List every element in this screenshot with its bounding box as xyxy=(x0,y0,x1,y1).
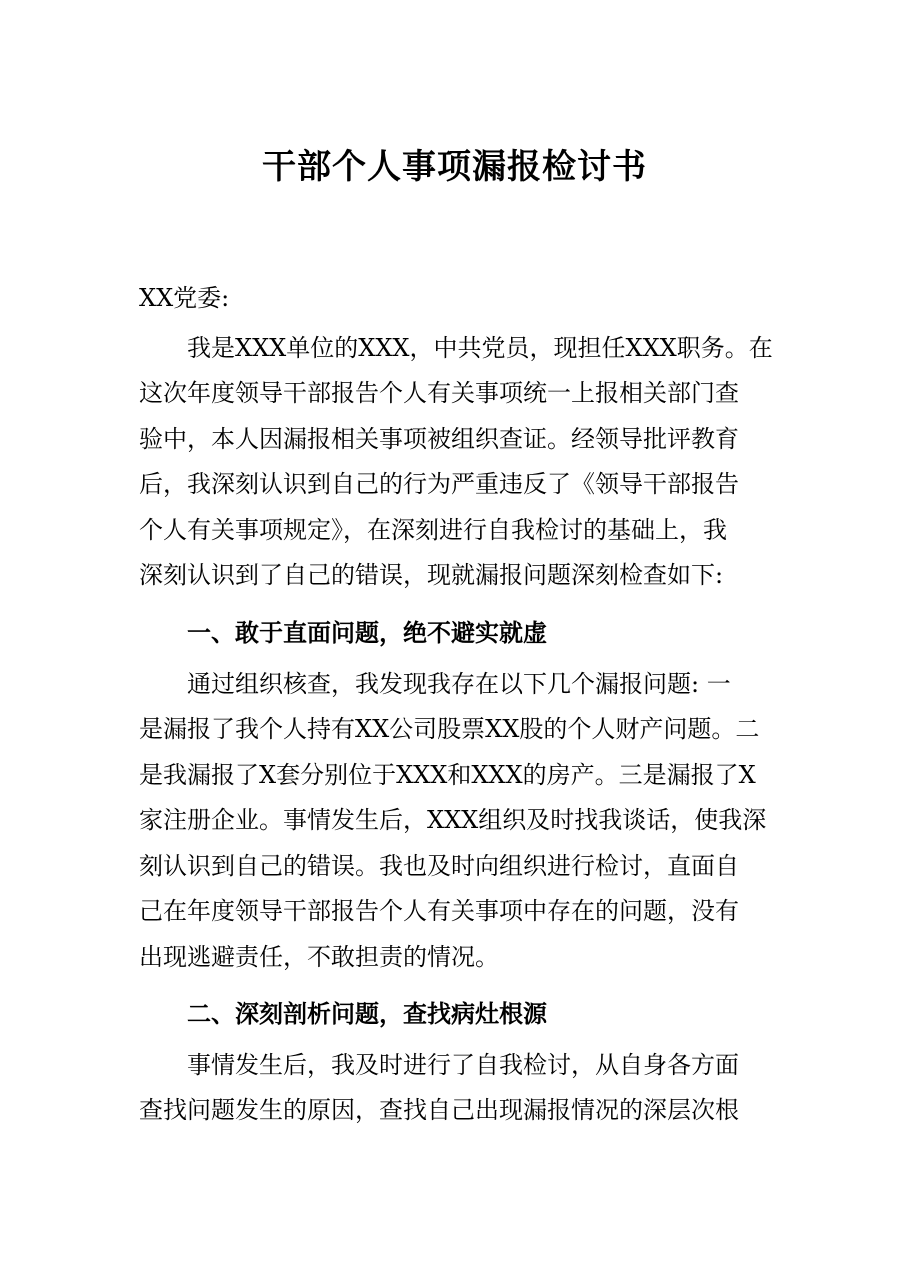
paragraph-line: 己在年度领导干部报告个人有关事项中存在的问题，没有 xyxy=(139,897,739,925)
paragraph-line: 我是XXX单位的XXX，中共党员，现担任XXX职务。在 xyxy=(187,334,773,362)
paragraph-line: 出现逃避责任，不敢担责的情况。 xyxy=(139,943,499,971)
salutation: XX党委: xyxy=(139,284,230,312)
paragraph-line: 是漏报了我个人持有XX公司股票XX股的个人财产问题。二 xyxy=(139,715,760,743)
paragraph-line: 个人有关事项规定》，在深刻进行自我检讨的基础上，我 xyxy=(139,516,727,544)
paragraph-line: 是我漏报了X套分别位于XXX和XXX的房产。三是漏报了X xyxy=(139,761,756,789)
paragraph-line: 刻认识到自己的错误。我也及时向组织进行检讨，直面自 xyxy=(139,852,739,880)
paragraph-line: 后，我深刻认识到自己的行为严重违反了《领导干部报告 xyxy=(139,470,739,498)
section-heading-2: 二、深刻剖析问题，查找病灶根源 xyxy=(187,999,547,1028)
paragraph-line: 查找问题发生的原因，查找自己出现漏报情况的深层次根 xyxy=(139,1096,739,1124)
section-heading-1: 一、敢于直面问题，绝不避实就虚 xyxy=(187,618,547,647)
paragraph-line: 家注册企业。事情发生后，XXX组织及时找我谈话，使我深 xyxy=(139,806,767,834)
paragraph-line: 验中，本人因漏报相关事项被组织查证。经领导批评教育 xyxy=(139,425,739,453)
paragraph-line: 通过组织核查，我发现我存在以下几个漏报问题: 一 xyxy=(187,670,731,698)
paragraph-line: 事情发生后，我及时进行了自我检讨，从自身各方面 xyxy=(187,1051,739,1079)
document-title: 干部个人事项漏报检讨书 xyxy=(262,147,647,187)
paragraph-line: 这次年度领导干部报告个人有关事项统一上报相关部门查 xyxy=(139,379,739,407)
paragraph-line: 深刻认识到了自己的错误，现就漏报问题深刻检查如下: xyxy=(139,561,724,589)
